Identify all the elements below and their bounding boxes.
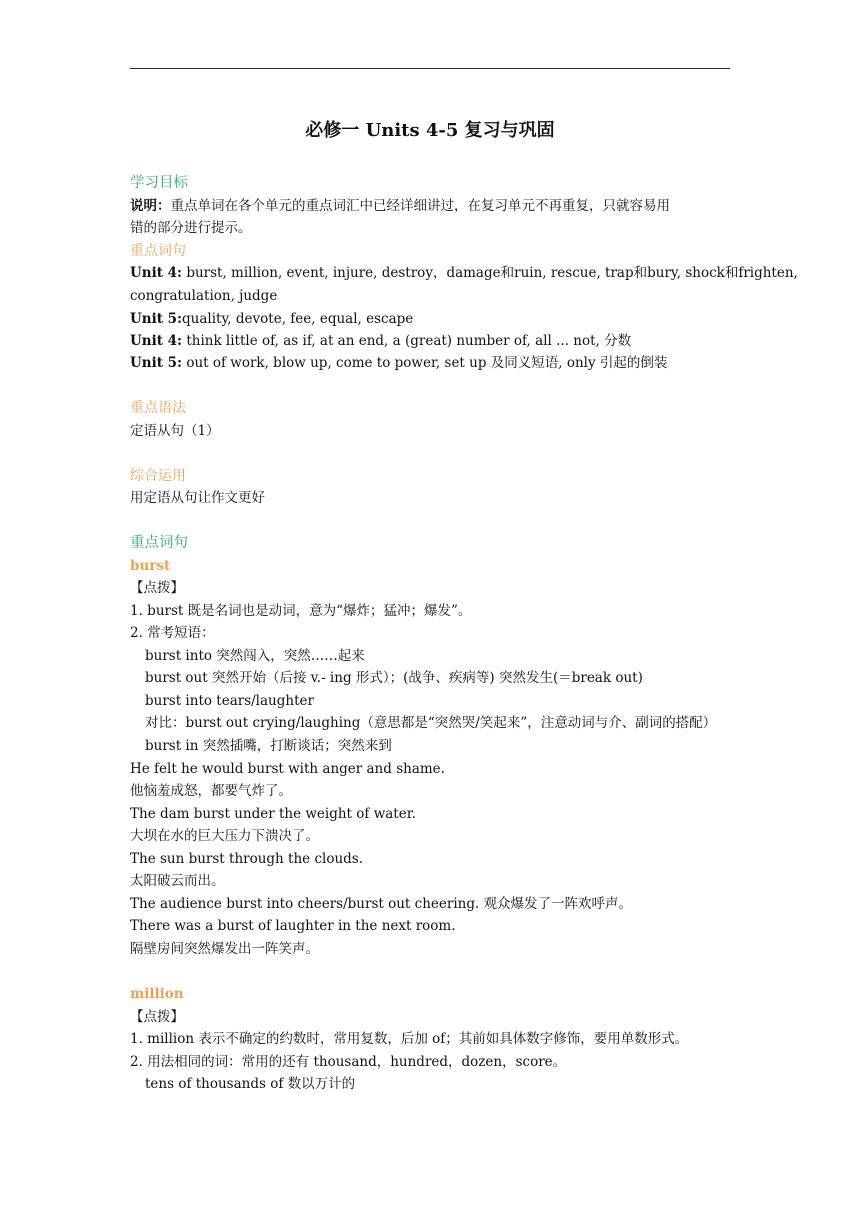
unit-label: Unit 4: (130, 333, 183, 349)
key-section-heading: 重点词句 (130, 535, 188, 551)
unit-row (130, 310, 740, 328)
unit-label: Unit 4: (130, 265, 183, 281)
unit-text: quality, devote, fee, equal, escape (182, 311, 414, 327)
burst-phrase: burst in 突然插嘴，打断谈话；突然来到 (145, 738, 392, 754)
example-sentence: 大坝在水的巨大压力下溃决了。 (130, 828, 319, 844)
note-line-1 (130, 197, 740, 215)
example-sentence: 太阳破云而出。 (130, 873, 225, 889)
example-sentence: The audience burst into cheers/burst out cheering. 观众爆发了一阵欢呼声。 (130, 896, 633, 912)
header-rule (130, 68, 730, 69)
example-sentence: There was a burst of laughter in the next room. (130, 918, 456, 934)
example-sentence: The dam burst under the weight of water. (130, 806, 416, 822)
key-words-heading: 重点词句 (130, 243, 186, 259)
unit-text: congratulation, judge (130, 288, 278, 304)
unit-label: Unit 5: (130, 311, 183, 327)
million-phrase: tens of thousands of 数以万计的 (145, 1076, 356, 1092)
tip-label: 【点拨】 (130, 1009, 184, 1025)
word-burst: burst (130, 558, 171, 574)
million-line: 1. million 表示不确定的约数时，常用复数，后加 of；其前如具体数字修饰，要用单数形式。 (130, 1031, 689, 1047)
example-sentence: He felt he would burst with anger and shame. (130, 761, 445, 777)
burst-phrase: 对比：burst out crying/laughing（意思都是“突然哭/笑起来”，注意动词与介、副词的搭配） (145, 715, 717, 731)
burst-line: 2. 常考短语： (130, 625, 215, 641)
usage-text: 用定语从句让作文更好 (130, 490, 265, 506)
note-label: 说明： (130, 198, 171, 214)
unit-text: out of work, blow up, come to power, set up 及同义短语, only 引起的倒装 (182, 355, 668, 371)
grammar-heading: 重点语法 (130, 400, 186, 416)
burst-phrase: burst into tears/laughter (145, 693, 314, 709)
example-sentence: 隔壁房间突然爆发出一阵笑声。 (130, 941, 319, 957)
example-sentence: The sun burst through the clouds. (130, 851, 364, 867)
tip-label: 【点拨】 (130, 580, 184, 596)
burst-line: 1. burst 既是名词也是动词，意为“爆炸；猛冲；爆发”。 (130, 603, 472, 619)
unit-row (130, 264, 798, 282)
grammar-text: 定语从句（1） (130, 423, 220, 439)
note-line-2: 错的部分进行提示。 (130, 220, 252, 236)
unit-row (130, 287, 740, 305)
burst-phrase: burst into 突然闯入，突然……起来 (145, 648, 365, 664)
example-sentence: 他恼羞成怒，都要气炸了。 (130, 783, 292, 799)
unit-text: burst, million, event, injure, destroy，damage和ruin, rescue, trap和bury, shock和frighten, (182, 265, 798, 281)
unit-row (130, 332, 740, 350)
burst-phrase: burst out 突然开始（后接 v.- ing 形式）；(战争、疾病等) 突然发生(＝break out) (145, 670, 643, 686)
unit-text: think little of, as if, at an end, a (great) number of, all ... not, 分数 (182, 333, 632, 349)
objectives-heading: 学习目标 (130, 175, 188, 191)
usage-heading: 综合运用 (130, 468, 186, 484)
note-text-1: 重点单词在各个单元的重点词汇中已经详细讲过，在复习单元不再重复，只就容易用 (170, 198, 670, 214)
page-title: 必修一 Units 4-5 复习与巩固 (305, 120, 555, 141)
unit-row (130, 354, 740, 372)
word-million: million (130, 986, 184, 1002)
million-line: 2. 用法相同的词：常用的还有 thousand，hundred，dozen，score。 (130, 1054, 567, 1070)
unit-label: Unit 5: (130, 355, 183, 371)
